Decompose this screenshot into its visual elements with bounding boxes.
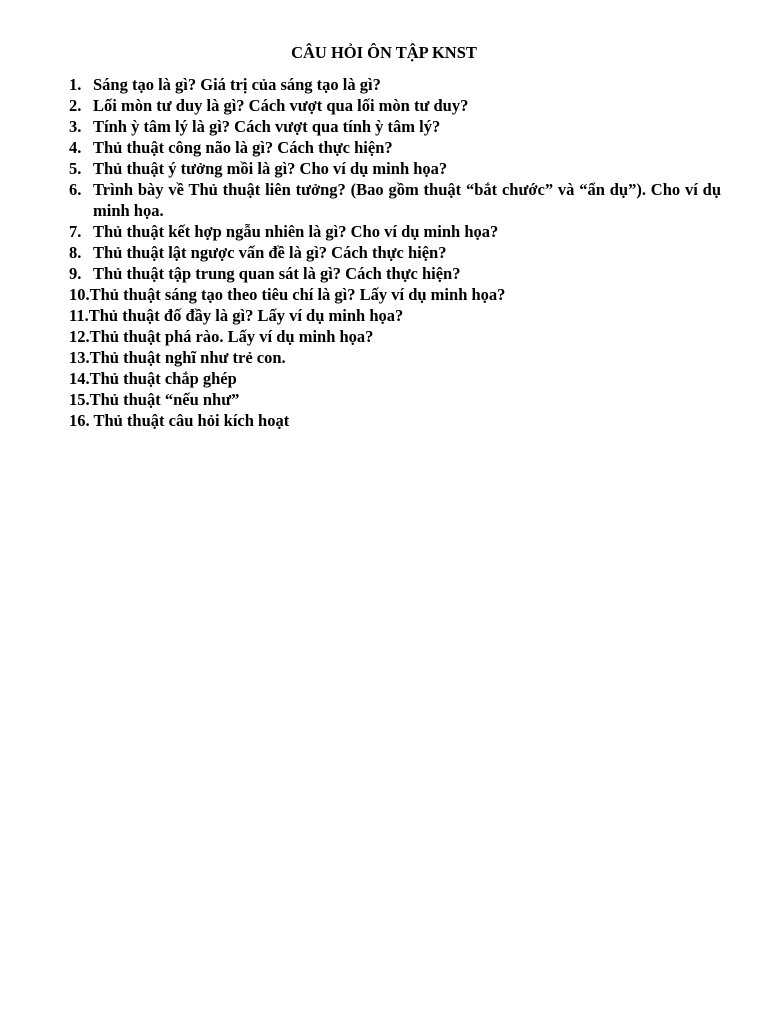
question-text: Thủ thuật phá rào. Lấy ví dụ minh họa? [89,327,374,346]
question-item [69,347,721,368]
question-list [69,74,721,431]
question-item [69,242,721,263]
question-text: Thủ thuật ý tưởng mồi là gì? Cho ví dụ minh họa? [93,159,448,178]
question-item [69,221,721,242]
question-item [69,410,721,431]
question-text: Thủ thuật đố đầy là gì? Lấy ví dụ minh họa? [88,306,404,325]
question-number: 8. [69,243,82,262]
question-text: Thủ thuật kết hợp ngẫu nhiên là gì? Cho ví dụ minh họa? [93,222,499,241]
question-item [69,389,721,410]
question-number: 7. [69,222,82,241]
question-text: Thủ thuật sáng tạo theo tiêu chí là gì? Lấy ví dụ minh họa? [89,285,506,304]
question-number: 15. [69,390,90,409]
question-number: 2. [69,96,82,115]
question-text: Sáng tạo là gì? Giá trị của sáng tạo là gì? [93,75,381,94]
question-number: 1. [69,75,82,94]
question-text: Thủ thuật tập trung quan sát là gì? Cách thực hiện? [93,264,461,283]
question-number: 6. [69,180,82,199]
question-item [69,284,721,305]
question-text: Thủ thuật lật ngược vấn đề là gì? Cách thực hiện? [93,243,447,262]
question-text: Thủ thuật câu hỏi kích hoạt [93,411,290,430]
question-text: Thủ thuật “nếu như” [89,390,240,409]
question-text: Thủ thuật chắp ghép [89,369,237,388]
question-number: 12. [69,327,90,346]
question-number: 14. [69,369,90,388]
question-text: Lối mòn tư duy là gì? Cách vượt qua lối mòn tư duy? [93,96,469,115]
question-item [69,326,721,347]
question-number: 9. [69,264,82,283]
question-number: 5. [69,159,82,178]
question-item [69,116,721,137]
question-number: 3. [69,117,82,136]
question-item [69,95,721,116]
question-item [69,137,721,158]
question-item [69,263,721,284]
question-number: 4. [69,138,82,157]
question-item [69,158,721,179]
document-title: CÂU HỎI ÔN TẬP KNST [291,43,477,62]
question-item [69,368,721,389]
question-text: Thủ thuật công não là gì? Cách thực hiện? [93,138,393,157]
question-number: 10. [69,285,90,304]
question-item [69,305,721,326]
question-number: 16. [69,411,90,430]
question-text: Thủ thuật nghĩ như trẻ con. [89,348,286,367]
question-item [69,179,721,221]
question-text: Tính ỳ tâm lý là gì? Cách vượt qua tính ỳ tâm lý? [93,117,441,136]
question-number: 13. [69,348,90,367]
question-text: Trình bày về Thủ thuật liên tưởng? (Bao gồm thuật “bắt chước” và “ẩn dụ”). Cho ví dụ minh họa. [93,180,721,220]
question-number: 11. [69,306,89,325]
question-item [69,74,721,95]
